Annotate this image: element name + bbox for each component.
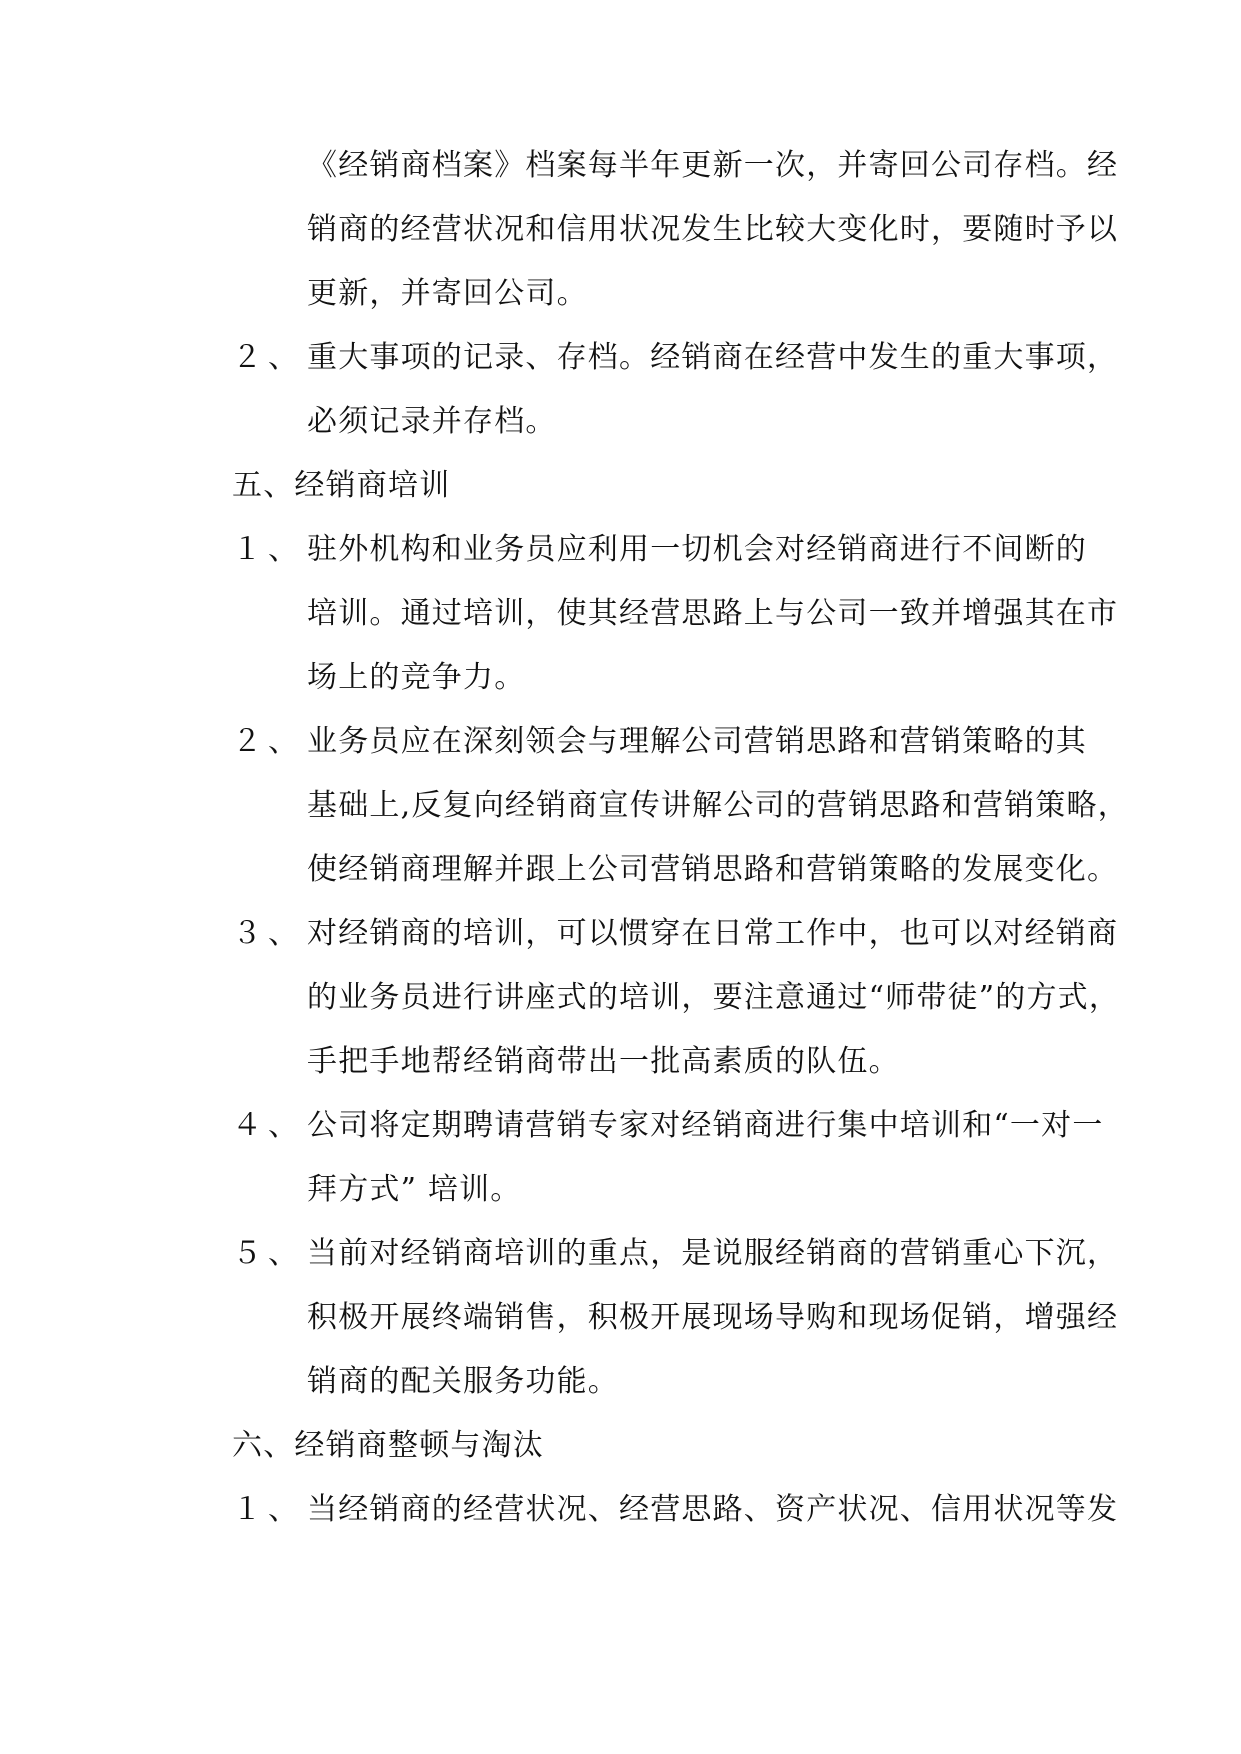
item-line: 业务员应在深刻领会与理解公司营销思路和营销策略的其 <box>307 724 1087 759</box>
item-line: 对经销商的培训，可以惯穿在日常工作中，也可以对经销商 <box>307 916 1119 951</box>
item-line: 公司将定期聘请营销专家对经销商进行集中培训和“一对一 <box>307 1108 1104 1143</box>
item-line: 积极开展终端销售，积极开展现场导购和现场促销，增强经 <box>307 1300 1119 1335</box>
item-number: ３、 <box>232 916 304 951</box>
item-line: 使经销商理解并跟上公司营销思路和营销策略的发展变化。 <box>307 852 1119 887</box>
item-line: 当经销商的经营状况、经营思路、资产状况、信用状况等发 <box>307 1492 1119 1527</box>
item-line: 必须记录并存档。 <box>307 404 557 439</box>
item-number: ４、 <box>232 1108 304 1143</box>
item-line: 基础上,反复向经销商宣传讲解公司的营销思路和营销策略， <box>307 788 1129 823</box>
intro-line-2: 销商的经营状况和信用状况发生比较大变化时，要随时予以 <box>307 212 1119 247</box>
intro-line-3: 更新，并寄回公司。 <box>307 276 588 311</box>
item-line: 的业务员进行讲座式的培训，要注意通过“师带徒”的方式， <box>307 980 1121 1015</box>
item-number: ５、 <box>232 1236 304 1271</box>
item-line: 拜方式” 培训。 <box>307 1172 522 1207</box>
section-heading-rectification: 六、经销商整顿与淘汰 <box>232 1428 544 1463</box>
item-line: 销商的配关服务功能。 <box>307 1364 619 1399</box>
intro-line-1: 《经销商档案》档案每半年更新一次，并寄回公司存档。经 <box>307 148 1119 183</box>
item-line: 手把手地帮经销商带出一批高素质的队伍。 <box>307 1044 900 1079</box>
section-heading-training: 五、经销商培训 <box>232 468 451 503</box>
item-number: １、 <box>232 1492 304 1527</box>
item-line: 重大事项的记录、存档。经销商在经营中发生的重大事项， <box>307 340 1119 375</box>
item-number: ２、 <box>232 724 304 759</box>
item-number: ２、 <box>232 340 304 375</box>
item-line: 当前对经销商培训的重点，是说服经销商的营销重心下沉， <box>307 1236 1119 1271</box>
item-line: 场上的竞争力。 <box>307 660 526 695</box>
item-line: 培训。通过培训，使其经营思路上与公司一致并增强其在市 <box>307 596 1119 631</box>
item-number: １、 <box>232 532 304 567</box>
item-line: 驻外机构和业务员应利用一切机会对经销商进行不间断的 <box>307 532 1087 567</box>
